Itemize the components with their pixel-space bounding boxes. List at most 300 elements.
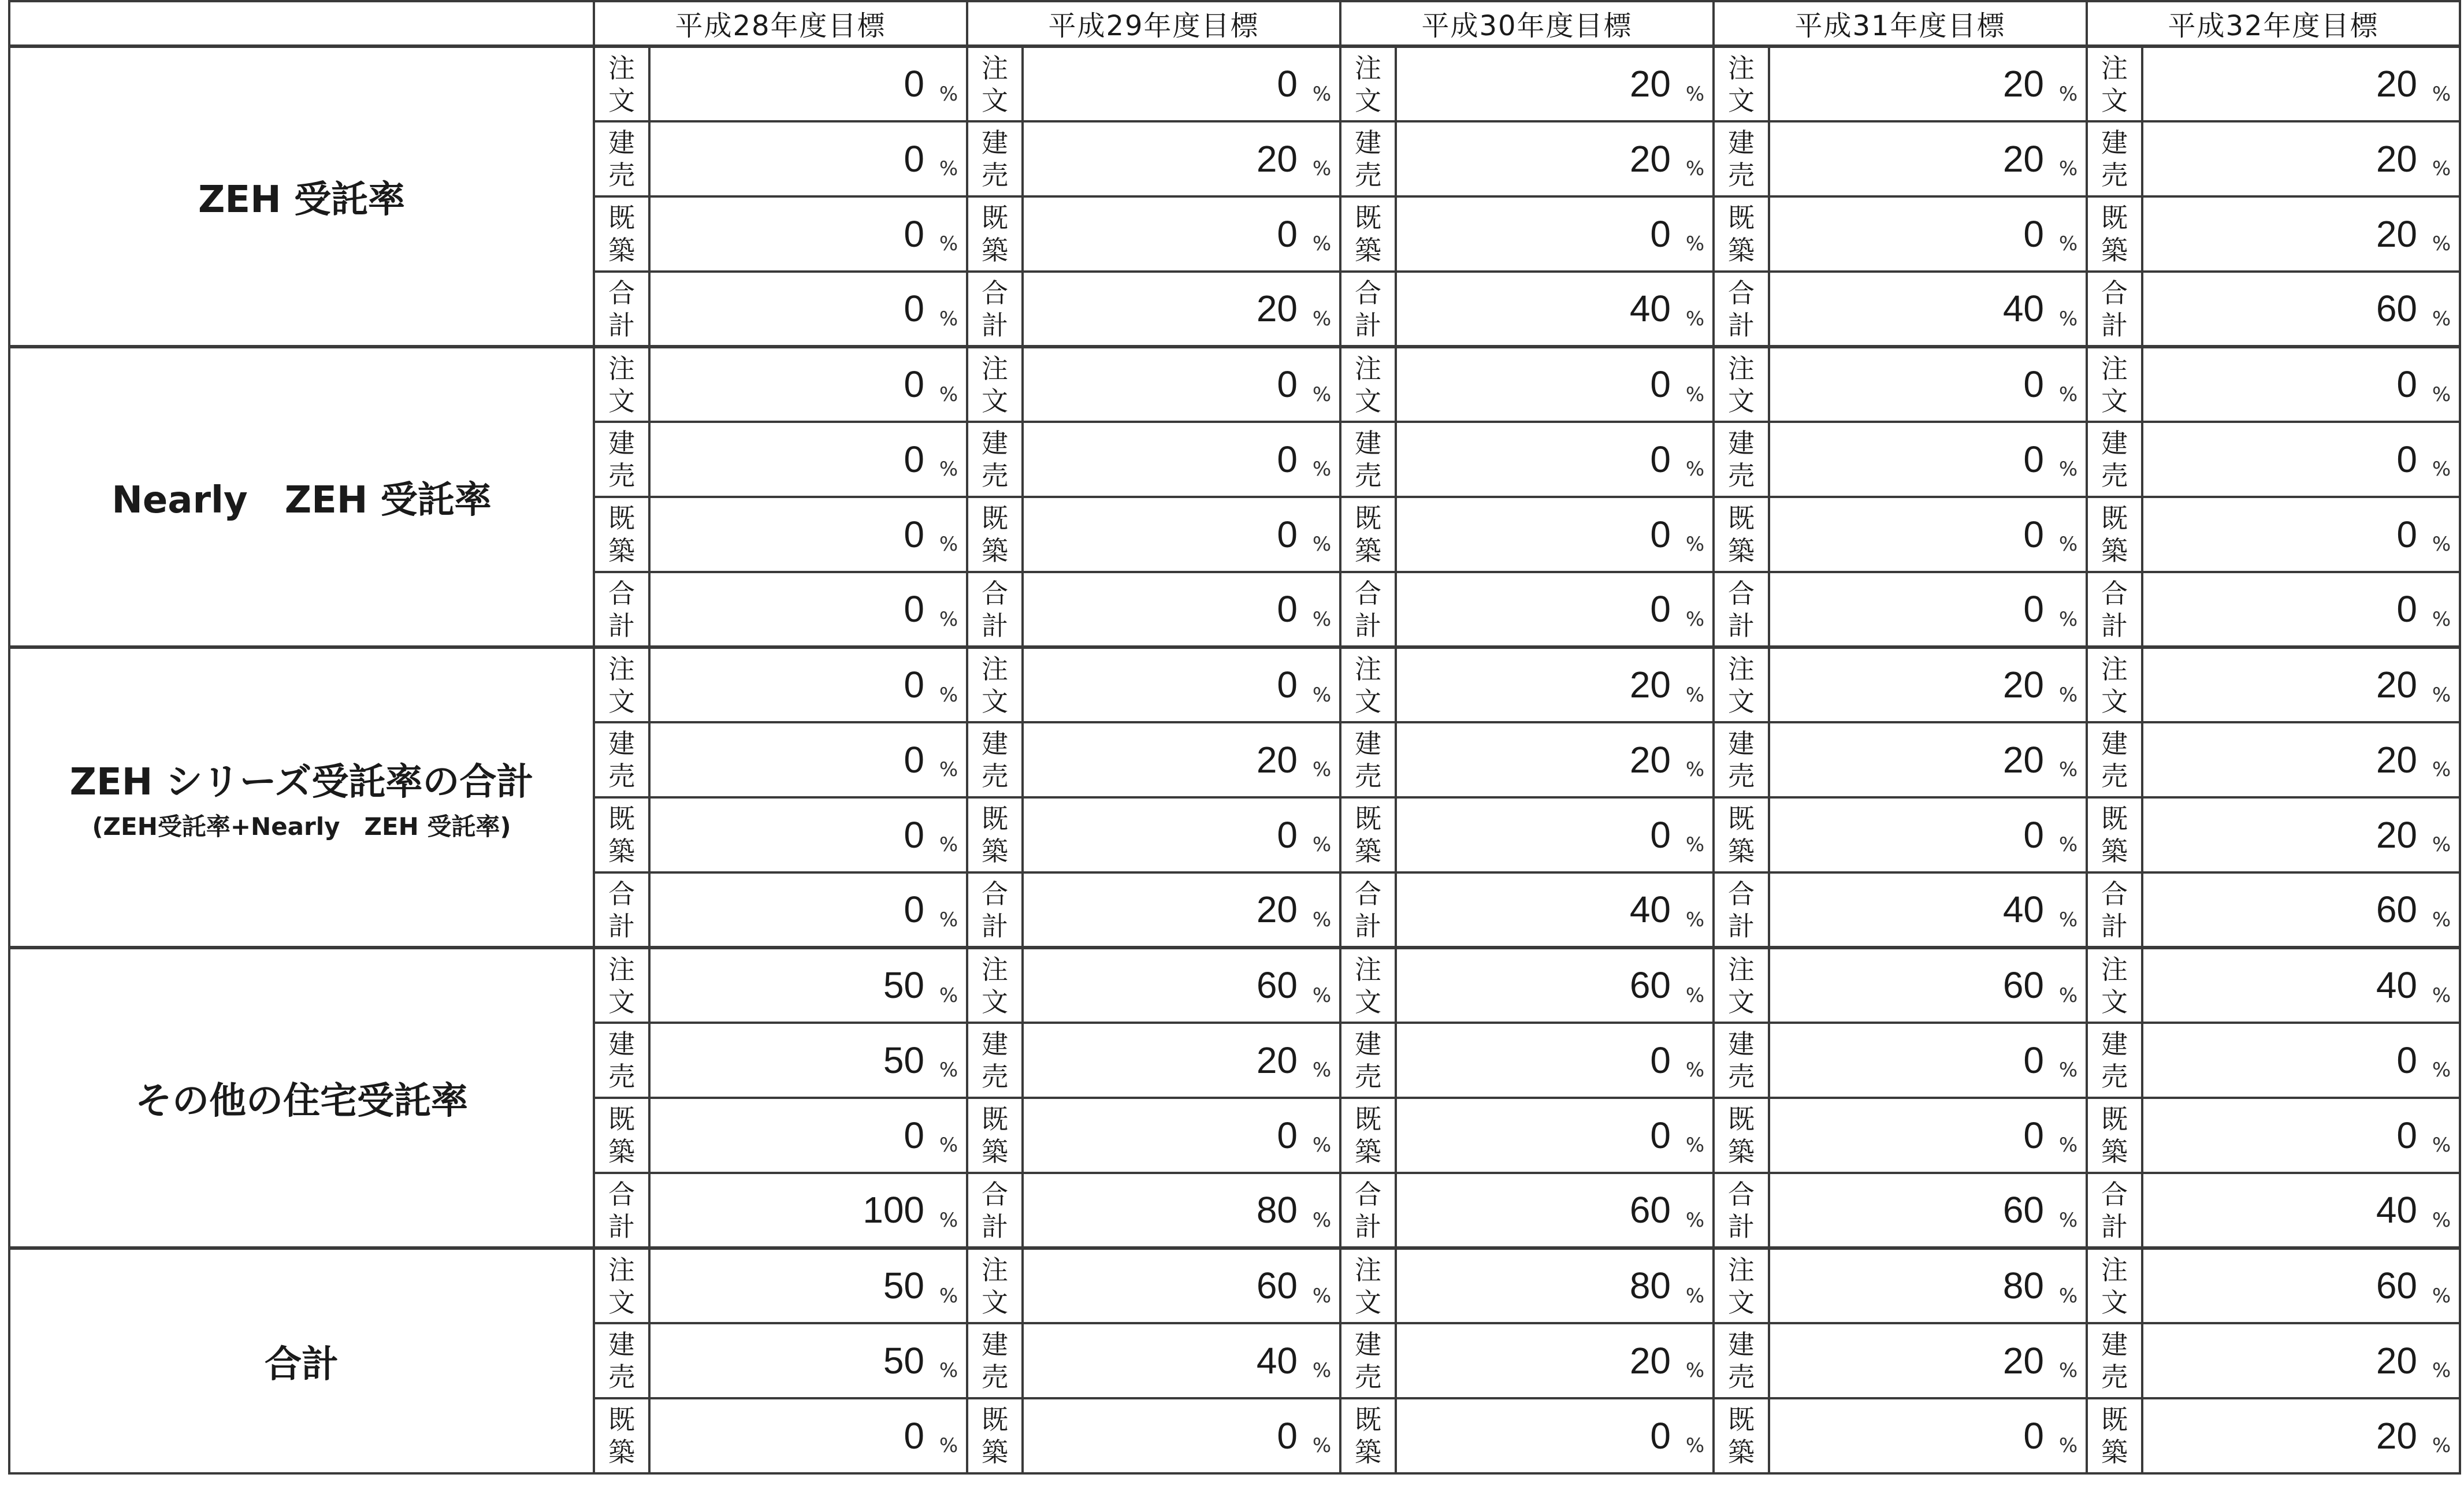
row-type-label — [1340, 1023, 1396, 1098]
percent-unit: % — [1312, 232, 1332, 256]
percent-unit: % — [2058, 1284, 2078, 1308]
row-type-label — [1714, 272, 1769, 347]
row-type-label — [2087, 722, 2142, 797]
row-type-label-text: 注文 — [1728, 52, 1755, 116]
percent-unit: % — [2432, 157, 2451, 181]
value-number: 20 — [2002, 1339, 2044, 1382]
value-number: 20 — [1629, 1339, 1671, 1382]
row-type-label-text: 合計 — [608, 878, 635, 942]
percent-unit: % — [939, 607, 958, 631]
value-cell — [1769, 121, 2087, 196]
row-type-label-text: 合計 — [608, 277, 635, 341]
value-number: 0 — [904, 889, 924, 931]
percent-unit: % — [1685, 758, 1705, 782]
value-number: 0 — [1650, 1039, 1671, 1081]
row-type-label — [2087, 1248, 2142, 1323]
row-type-label-text: 建売 — [1728, 1028, 1755, 1092]
value-cell — [2142, 1098, 2460, 1173]
value-number: 0 — [2023, 1414, 2044, 1457]
row-type-label — [594, 797, 649, 872]
row-type-label — [1714, 647, 1769, 722]
percent-unit: % — [939, 307, 958, 330]
row-type-label — [594, 948, 649, 1023]
percent-unit: % — [1685, 383, 1705, 406]
percent-unit: % — [2432, 683, 2451, 707]
value-number: 20 — [1629, 664, 1671, 706]
value-number: 80 — [1256, 1189, 1298, 1231]
value-number: 20 — [1629, 63, 1671, 105]
row-type-label — [967, 1023, 1023, 1098]
row-type-label — [1714, 46, 1769, 121]
percent-unit: % — [939, 82, 958, 106]
percent-unit: % — [939, 1059, 958, 1082]
row-type-label — [2087, 347, 2142, 422]
value-cell — [1769, 1098, 2087, 1173]
value-cell — [1396, 347, 1714, 422]
percent-unit: % — [2432, 458, 2451, 481]
value-number: 40 — [2002, 889, 2044, 931]
row-type-label — [594, 1173, 649, 1248]
row-type-label-text: 注文 — [1355, 52, 1381, 116]
row-type-label-text: 建売 — [1728, 728, 1755, 792]
row-type-label — [1714, 196, 1769, 272]
value-number: 0 — [2023, 814, 2044, 856]
row-type-label-text: 合計 — [608, 1178, 635, 1242]
value-number: 20 — [2002, 138, 2044, 180]
value-cell — [649, 1173, 967, 1248]
row-type-label-text: 既築 — [1355, 803, 1381, 867]
row-type-label-text: 建売 — [982, 1329, 1008, 1392]
value-number: 0 — [904, 288, 924, 330]
value-number: 0 — [2396, 1114, 2417, 1156]
row-type-label-text: 既築 — [1355, 1104, 1381, 1167]
value-cell — [1023, 196, 1340, 272]
value-cell — [1023, 46, 1340, 121]
row-type-label — [1340, 422, 1396, 497]
value-number: 0 — [904, 738, 924, 781]
value-cell — [1769, 647, 2087, 722]
row-type-label — [1714, 1248, 1769, 1323]
row-type-label — [1340, 497, 1396, 572]
row-type-label — [1340, 121, 1396, 196]
percent-unit: % — [1685, 533, 1705, 556]
value-cell — [1023, 797, 1340, 872]
value-cell — [1023, 722, 1340, 797]
value-number: 0 — [1650, 213, 1671, 255]
row-type-label-text: 建売 — [1728, 428, 1755, 491]
percent-unit: % — [2058, 1134, 2078, 1157]
value-number: 0 — [904, 1114, 924, 1156]
row-type-label — [594, 572, 649, 647]
row-type-label-text: 既築 — [2101, 1104, 2128, 1167]
percent-unit: % — [1685, 82, 1705, 106]
row-type-label-text: 合計 — [982, 277, 1008, 341]
value-cell — [2142, 797, 2460, 872]
percent-unit: % — [1685, 157, 1705, 181]
row-type-label — [1714, 1098, 1769, 1173]
category-cell — [9, 46, 594, 347]
row-type-label — [1340, 1173, 1396, 1248]
row-type-label — [594, 1323, 649, 1398]
year-header: 平成32年度目標 — [2087, 1, 2460, 46]
percent-unit: % — [2058, 1059, 2078, 1082]
row-type-label-text: 注文 — [2101, 653, 2128, 717]
row-type-label-text: 建売 — [1355, 728, 1381, 792]
value-number: 0 — [1277, 664, 1298, 706]
value-number: 0 — [1650, 1414, 1671, 1457]
row-type-label-text: 既築 — [1355, 1404, 1381, 1468]
row-type-label-text: 合計 — [1728, 277, 1755, 341]
percent-unit: % — [2058, 833, 2078, 857]
value-number: 0 — [1650, 588, 1671, 630]
row-type-label — [967, 497, 1023, 572]
value-cell — [1769, 347, 2087, 422]
value-cell — [649, 1323, 967, 1398]
percent-unit: % — [1312, 833, 1332, 857]
zeh-target-table — [8, 0, 2461, 1475]
row-type-label-text: 合計 — [1355, 577, 1381, 641]
percent-unit: % — [1312, 383, 1332, 406]
row-type-label-text: 注文 — [608, 653, 635, 717]
year-header: 平成31年度目標 — [1714, 1, 2087, 46]
row-type-label-text: 合計 — [982, 577, 1008, 641]
value-cell — [1023, 948, 1340, 1023]
value-cell — [1769, 872, 2087, 948]
percent-unit: % — [2432, 833, 2451, 857]
value-number: 60 — [1629, 1189, 1671, 1231]
value-number: 20 — [2002, 664, 2044, 706]
value-cell — [649, 948, 967, 1023]
row-type-label-text: 既築 — [2101, 503, 2128, 566]
row-type-label — [2087, 872, 2142, 948]
row-type-label-text: 建売 — [2101, 428, 2128, 491]
row-type-label-text: 建売 — [1728, 1329, 1755, 1392]
percent-unit: % — [2432, 1284, 2451, 1308]
value-cell — [649, 1398, 967, 1473]
value-cell — [1396, 121, 1714, 196]
value-number: 20 — [2376, 63, 2417, 105]
row-type-label-text: 注文 — [1728, 352, 1755, 417]
value-cell — [649, 1248, 967, 1323]
row-type-label-text: 注文 — [608, 52, 635, 116]
row-type-label-text: 建売 — [1355, 428, 1381, 491]
value-cell — [1769, 272, 2087, 347]
value-cell — [1396, 196, 1714, 272]
category-title: Nearly ZEH 受託率 — [112, 479, 492, 522]
row-type-label — [967, 46, 1023, 121]
value-cell — [2142, 196, 2460, 272]
row-type-label-text: 既築 — [608, 803, 635, 867]
row-type-label — [1340, 347, 1396, 422]
row-type-label — [967, 948, 1023, 1023]
value-cell — [1023, 347, 1340, 422]
row-type-label-text: 注文 — [2101, 352, 2128, 417]
value-number: 0 — [1277, 814, 1298, 856]
value-number: 20 — [2376, 213, 2417, 255]
row-type-label-text: 建売 — [2101, 1028, 2128, 1092]
percent-unit: % — [1685, 1208, 1705, 1232]
value-number: 0 — [2023, 588, 2044, 630]
row-type-label — [2087, 797, 2142, 872]
table-row — [9, 46, 2460, 121]
percent-unit: % — [2432, 232, 2451, 256]
percent-unit: % — [1685, 458, 1705, 481]
row-type-label-text: 建売 — [1355, 1329, 1381, 1392]
row-type-label-text: 建売 — [982, 728, 1008, 792]
value-number: 50 — [883, 1265, 924, 1307]
row-type-label-text: 注文 — [1728, 653, 1755, 717]
value-cell — [1396, 572, 1714, 647]
row-type-label-text: 既築 — [1355, 202, 1381, 266]
value-cell — [1023, 422, 1340, 497]
value-cell — [1769, 497, 2087, 572]
row-type-label-text: 既築 — [2101, 202, 2128, 266]
row-type-label — [2087, 572, 2142, 647]
value-number: 40 — [1629, 288, 1671, 330]
value-number: 40 — [2376, 964, 2417, 1007]
value-cell — [2142, 722, 2460, 797]
percent-unit: % — [2058, 1359, 2078, 1383]
row-type-label — [1340, 948, 1396, 1023]
value-number: 60 — [1256, 1265, 1298, 1307]
value-number: 0 — [2023, 513, 2044, 555]
value-number: 20 — [2002, 738, 2044, 781]
row-type-label-text: 合計 — [982, 878, 1008, 942]
row-type-label — [594, 272, 649, 347]
percent-unit: % — [1312, 307, 1332, 330]
percent-unit: % — [1685, 307, 1705, 330]
value-cell — [1023, 572, 1340, 647]
row-type-label-text: 注文 — [982, 52, 1008, 116]
value-cell — [2142, 572, 2460, 647]
percent-unit: % — [2432, 82, 2451, 106]
row-type-label-text: 既築 — [608, 503, 635, 566]
value-number: 20 — [2376, 738, 2417, 781]
value-cell — [1023, 497, 1340, 572]
value-number: 0 — [1277, 588, 1298, 630]
row-type-label-text: 既築 — [982, 803, 1008, 867]
value-number: 0 — [904, 664, 924, 706]
percent-unit: % — [2058, 607, 2078, 631]
percent-unit: % — [939, 157, 958, 181]
percent-unit: % — [1685, 607, 1705, 631]
row-type-label-text: 既築 — [2101, 1404, 2128, 1468]
value-cell — [649, 46, 967, 121]
value-number: 0 — [1650, 1114, 1671, 1156]
value-cell — [1769, 1323, 2087, 1398]
row-type-label-text: 合計 — [1728, 577, 1755, 641]
row-type-label-text: 合計 — [1728, 1178, 1755, 1242]
value-cell — [1769, 722, 2087, 797]
value-number: 0 — [2396, 513, 2417, 555]
row-type-label-text: 注文 — [1355, 1254, 1381, 1318]
row-type-label — [2087, 272, 2142, 347]
row-type-label — [594, 1398, 649, 1473]
row-type-label-text: 合計 — [2101, 878, 2128, 942]
row-type-label-text: 合計 — [1355, 1178, 1381, 1242]
percent-unit: % — [1312, 1284, 1332, 1308]
percent-unit: % — [2058, 758, 2078, 782]
percent-unit: % — [2058, 157, 2078, 181]
percent-unit: % — [939, 683, 958, 707]
value-cell — [1023, 1173, 1340, 1248]
value-number: 0 — [1277, 513, 1298, 555]
value-number: 0 — [1277, 63, 1298, 105]
percent-unit: % — [2432, 1359, 2451, 1383]
row-type-label — [594, 422, 649, 497]
value-number: 0 — [904, 588, 924, 630]
value-cell — [1023, 1023, 1340, 1098]
value-number: 0 — [2023, 1039, 2044, 1081]
value-number: 0 — [1277, 1414, 1298, 1457]
value-number: 0 — [904, 63, 924, 105]
value-number: 60 — [2376, 288, 2417, 330]
row-type-label — [594, 1098, 649, 1173]
value-number: 50 — [883, 964, 924, 1007]
percent-unit: % — [1312, 458, 1332, 481]
row-type-label-text: 注文 — [2101, 52, 2128, 116]
category-title: ZEH 受託率 — [198, 179, 405, 221]
table-row — [9, 1248, 2460, 1323]
row-type-label-text: 既築 — [1355, 503, 1381, 566]
value-cell — [649, 1023, 967, 1098]
row-type-label-text: 建売 — [608, 1329, 635, 1392]
row-type-label-text: 既築 — [982, 1104, 1008, 1167]
table-row — [9, 347, 2460, 422]
value-cell — [1396, 1173, 1714, 1248]
row-type-label — [2087, 1173, 2142, 1248]
row-type-label-text: 建売 — [982, 127, 1008, 191]
percent-unit: % — [1312, 533, 1332, 556]
value-cell — [1023, 872, 1340, 948]
value-number: 40 — [1629, 889, 1671, 931]
value-cell — [1769, 1248, 2087, 1323]
percent-unit: % — [1312, 1134, 1332, 1157]
percent-unit: % — [1685, 1434, 1705, 1458]
percent-unit: % — [2058, 983, 2078, 1007]
row-type-label — [1714, 1398, 1769, 1473]
row-type-label — [1340, 722, 1396, 797]
category-cell — [9, 347, 594, 647]
percent-unit: % — [939, 533, 958, 556]
row-type-label-text: 注文 — [608, 953, 635, 1017]
value-number: 0 — [1277, 363, 1298, 406]
percent-unit: % — [2432, 1134, 2451, 1157]
value-cell — [1396, 1323, 1714, 1398]
row-type-label — [967, 1248, 1023, 1323]
value-number: 40 — [2002, 288, 2044, 330]
value-number: 0 — [1650, 363, 1671, 406]
value-cell — [1769, 797, 2087, 872]
row-type-label — [2087, 196, 2142, 272]
percent-unit: % — [1312, 82, 1332, 106]
value-cell — [649, 497, 967, 572]
row-type-label — [967, 196, 1023, 272]
value-cell — [1023, 647, 1340, 722]
percent-unit: % — [2432, 1208, 2451, 1232]
percent-unit: % — [1312, 1434, 1332, 1458]
percent-unit: % — [2058, 307, 2078, 330]
value-number: 0 — [904, 213, 924, 255]
value-cell — [649, 797, 967, 872]
value-number: 0 — [1277, 438, 1298, 480]
percent-unit: % — [939, 758, 958, 782]
row-type-label — [594, 722, 649, 797]
row-type-label — [594, 196, 649, 272]
row-type-label-text: 注文 — [982, 653, 1008, 717]
row-type-label — [2087, 1023, 2142, 1098]
row-type-label-text: 注文 — [608, 352, 635, 417]
row-type-label-text: 既築 — [1728, 1404, 1755, 1468]
value-cell — [2142, 422, 2460, 497]
row-type-label-text: 合計 — [982, 1178, 1008, 1242]
value-cell — [649, 1098, 967, 1173]
row-type-label — [2087, 121, 2142, 196]
table-row — [9, 647, 2460, 722]
row-type-label — [967, 1173, 1023, 1248]
row-type-label — [594, 647, 649, 722]
percent-unit: % — [1685, 1134, 1705, 1157]
row-type-label — [1340, 572, 1396, 647]
table-row — [9, 948, 2460, 1023]
value-cell — [1769, 196, 2087, 272]
row-type-label — [967, 422, 1023, 497]
row-type-label-text: 既築 — [1728, 803, 1755, 867]
value-number: 60 — [2002, 964, 2044, 1007]
percent-unit: % — [1685, 833, 1705, 857]
percent-unit: % — [1685, 908, 1705, 931]
value-number: 20 — [2376, 1339, 2417, 1382]
percent-unit: % — [2058, 533, 2078, 556]
percent-unit: % — [1312, 1208, 1332, 1232]
row-type-label — [594, 1248, 649, 1323]
row-type-label-text: 建売 — [1355, 1028, 1381, 1092]
row-type-label — [967, 1323, 1023, 1398]
value-cell — [1396, 948, 1714, 1023]
value-cell — [1023, 1398, 1340, 1473]
value-number: 20 — [2376, 138, 2417, 180]
value-number: 0 — [2023, 438, 2044, 480]
percent-unit: % — [939, 908, 958, 931]
row-type-label — [1340, 1098, 1396, 1173]
value-number: 0 — [2396, 1039, 2417, 1081]
value-number: 20 — [1629, 138, 1671, 180]
value-cell — [1396, 872, 1714, 948]
value-number: 0 — [904, 1414, 924, 1457]
row-type-label — [967, 797, 1023, 872]
percent-unit: % — [2058, 82, 2078, 106]
row-type-label — [1714, 722, 1769, 797]
value-cell — [2142, 1173, 2460, 1248]
value-number: 60 — [1256, 964, 1298, 1007]
value-cell — [1023, 1248, 1340, 1323]
row-type-label-text: 建売 — [608, 428, 635, 491]
row-type-label-text: 建売 — [2101, 1329, 2128, 1392]
percent-unit: % — [2432, 607, 2451, 631]
row-type-label — [967, 347, 1023, 422]
row-type-label — [2087, 46, 2142, 121]
percent-unit: % — [2432, 533, 2451, 556]
row-type-label — [594, 347, 649, 422]
row-type-label — [594, 872, 649, 948]
row-type-label — [2087, 948, 2142, 1023]
value-number: 20 — [1256, 138, 1298, 180]
year-header: 平成28年度目標 — [594, 1, 967, 46]
row-type-label — [1714, 948, 1769, 1023]
percent-unit: % — [2432, 1434, 2451, 1458]
percent-unit: % — [1312, 908, 1332, 931]
value-cell — [1769, 948, 2087, 1023]
